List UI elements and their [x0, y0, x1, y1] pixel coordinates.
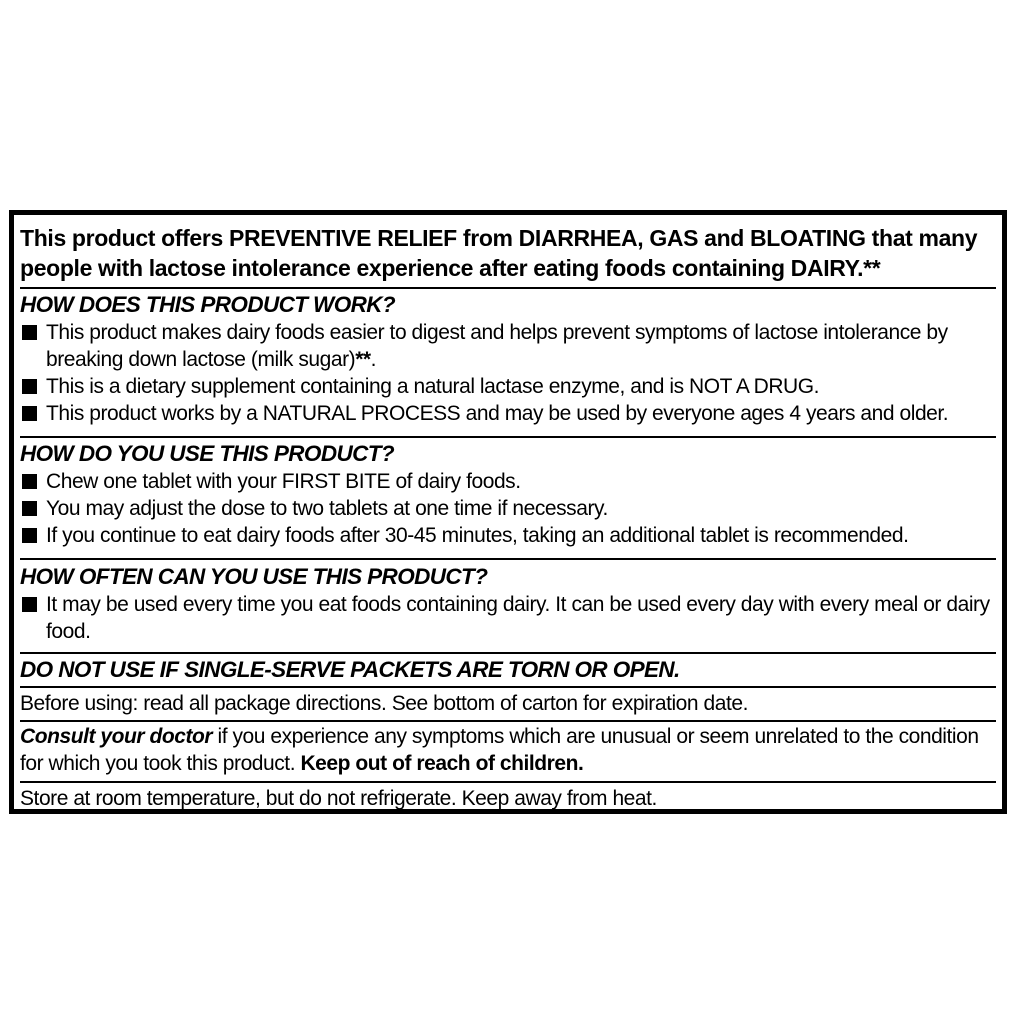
bullet-square-icon	[22, 528, 37, 543]
list-item-text: You may adjust the dose to two tablets at one time if necessary.	[46, 497, 608, 520]
bullet-square-icon	[22, 325, 37, 340]
section-how-often	[14, 563, 1002, 645]
divider	[20, 652, 996, 654]
list-item-text: If you continue to eat dairy foods after 30-45 minutes, taking an additional tablet is recommended.	[46, 524, 909, 547]
storage-text: Store at room temperature, but do not refrigerate. Keep away from heat.	[20, 787, 657, 810]
consult-doctor-text	[14, 723, 1002, 777]
before-using-text: Before using: read all package directions. See bottom of carton for expiration date.	[20, 692, 748, 715]
keep-out-of-reach: Keep out of reach of children.	[300, 752, 584, 775]
list-item	[20, 319, 1002, 373]
intro-asterisks: **	[863, 255, 881, 281]
section-heading: HOW DOES THIS PRODUCT WORK?	[20, 292, 396, 317]
list-item	[20, 373, 1002, 400]
bullet-square-icon	[22, 597, 37, 612]
divider	[20, 781, 996, 783]
section-heading: HOW DO YOU USE THIS PRODUCT?	[20, 441, 395, 466]
consult-body: if you experience any symptoms which are unusual or seem unrelated to the condition for which you took this product.	[20, 725, 979, 775]
bullet-square-icon	[22, 501, 37, 516]
list-item-text: It may be used every time you eat foods containing dairy. It can be used every day with every meal or dairy food.	[46, 593, 990, 643]
supplement-facts-panel	[9, 210, 1007, 814]
section-how-to-use	[14, 440, 1002, 549]
list-item	[20, 468, 1002, 495]
section-heading: HOW OFTEN CAN YOU USE THIS PRODUCT?	[20, 564, 488, 589]
divider	[20, 558, 996, 560]
divider	[20, 287, 996, 289]
divider	[20, 720, 996, 722]
warning-heading: DO NOT USE IF SINGLE-SERVE PACKETS ARE TORN OR OPEN.	[20, 657, 680, 682]
list-item	[20, 522, 1002, 549]
divider	[20, 436, 996, 438]
bullet-square-icon	[22, 406, 37, 421]
consult-lead: Consult your doctor	[20, 725, 213, 748]
intro-text: This product offers PREVENTIVE RELIEF from DIARRHEA, GAS and BLOATING that many people with lactose intolerance experience after eating foods containing DAIRY.	[20, 225, 978, 281]
divider	[20, 686, 996, 688]
list-item-text: Chew one tablet with your FIRST BITE of dairy foods.	[46, 470, 521, 493]
list-item-text: This product makes dairy foods easier to digest and helps prevent symptoms of lactose intolerance by breaking down lactose (milk sugar)	[46, 321, 948, 371]
list-item-asterisks: **	[355, 348, 371, 371]
list-item	[20, 400, 1002, 427]
list-item	[20, 591, 1002, 645]
intro-statement	[14, 223, 1002, 283]
list-item-text: This is a dietary supplement containing a natural lactase enzyme, and is NOT A DRUG.	[46, 375, 820, 398]
list-item	[20, 495, 1002, 522]
list-item-period: .	[370, 348, 377, 371]
bullet-square-icon	[22, 379, 37, 394]
list-item-text: This product works by a NATURAL PROCESS and may be used by everyone ages 4 years and older.	[46, 402, 949, 425]
section-how-does-it-work	[14, 291, 1002, 427]
bullet-square-icon	[22, 474, 37, 489]
